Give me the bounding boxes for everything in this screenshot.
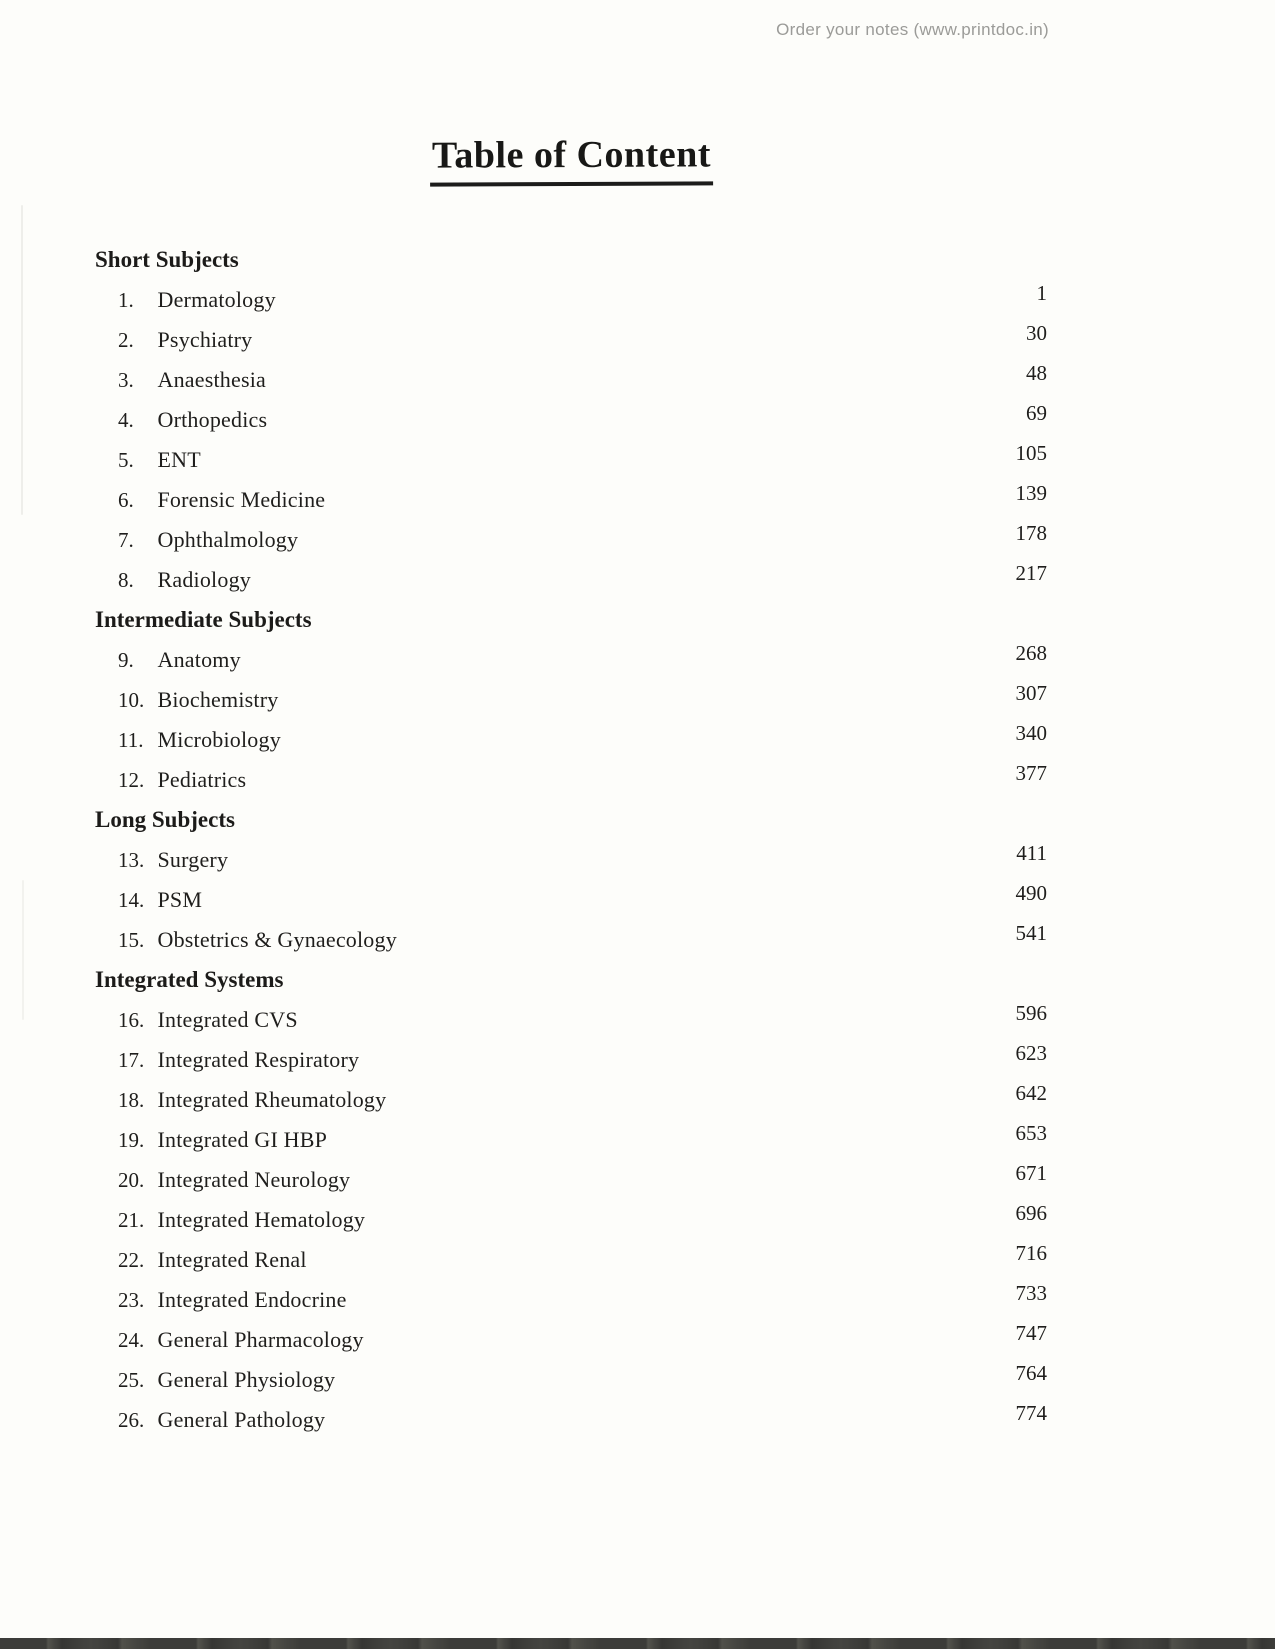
item-number: 21. [118,1208,145,1232]
item-number: 16. [118,1008,145,1032]
section-heading: Integrated Systems [95,967,284,992]
item-page-number: 340 [1015,721,1047,745]
item-number: 6. [118,488,134,512]
item-page-number: 411 [1016,841,1047,865]
toc-item [95,1000,1047,1040]
item-label: Integrated Respiratory [157,1047,360,1072]
item-page-number: 541 [1015,921,1047,945]
watermark-header-note: Order your notes (www.printdoc.in) [776,20,1049,39]
item-label: PSM [157,887,203,912]
toc-item [95,360,1047,400]
item-label: General Pathology [157,1407,326,1432]
item-label: Pediatrics [157,767,247,792]
scan-artifact-left-line-2 [22,880,24,1020]
item-number: 13. [118,848,145,872]
item-number: 12. [118,768,145,792]
item-label: Integrated GI HBP [157,1127,328,1152]
toc-item [95,1400,1047,1440]
section-heading: Short Subjects [95,247,239,272]
item-number: 11. [118,728,144,752]
scan-artifact-left-line [21,205,23,515]
item-label: Integrated Rheumatology [157,1087,387,1112]
item-number: 22. [118,1248,145,1272]
toc-item [95,1080,1047,1120]
section-item-list [95,840,1047,960]
toc-section [95,960,1047,1440]
item-page-number: 69 [1026,401,1047,425]
item-label: Integrated Neurology [157,1167,351,1192]
toc-section [95,600,1047,800]
item-page-number: 268 [1015,641,1047,665]
item-number: 25. [118,1368,145,1392]
item-label: Orthopedics [157,407,268,432]
item-page-number: 1 [1036,281,1047,305]
item-number: 4. [118,408,134,432]
section-heading: Intermediate Subjects [95,607,312,632]
item-label: Dermatology [157,287,276,312]
item-page-number: 596 [1015,1001,1047,1025]
section-item-list [95,280,1047,600]
item-number: 8. [118,568,134,592]
item-page-number: 642 [1015,1081,1047,1105]
toc-item [95,880,1047,920]
item-number: 20. [118,1168,145,1192]
item-page-number: 30 [1026,321,1047,345]
item-label: Microbiology [157,727,281,752]
toc-item [95,680,1047,720]
item-label: Ophthalmology [157,527,299,552]
item-page-number: 490 [1015,881,1047,905]
item-number: 10. [118,688,145,712]
section-item-list [95,1000,1047,1440]
item-number: 17. [118,1048,145,1072]
item-number: 18. [118,1088,145,1112]
item-page-number: 217 [1015,561,1047,585]
item-number: 15. [118,928,145,952]
item-label: Integrated Endocrine [157,1287,347,1312]
item-page-number: 178 [1015,521,1047,545]
item-label: Integrated Hematology [157,1207,366,1232]
item-page-number: 696 [1015,1201,1047,1225]
item-label: ENT [157,447,201,472]
item-page-number: 307 [1015,681,1047,705]
toc-section [95,240,1047,600]
toc-item [95,1120,1047,1160]
page-title: Table of Content [429,132,712,186]
item-label: Obstetrics & Gynaecology [157,927,397,952]
toc-item [95,1280,1047,1320]
item-number: 7. [118,528,134,552]
toc-item [95,720,1047,760]
toc-section [95,800,1047,960]
item-number: 2. [118,328,134,352]
toc-item [95,920,1047,960]
item-page-number: 377 [1015,761,1047,785]
title-container [95,133,1047,186]
item-page-number: 774 [1015,1401,1047,1425]
item-label: Biochemistry [157,687,279,712]
item-page-number: 139 [1015,481,1047,505]
item-label: Surgery [157,847,229,872]
item-label: General Pharmacology [157,1327,364,1352]
item-label: Forensic Medicine [157,487,326,512]
toc-item [95,760,1047,800]
item-label: Integrated Renal [157,1247,307,1272]
item-label: Anatomy [157,647,241,672]
toc-item [95,280,1047,320]
item-page-number: 653 [1015,1121,1047,1145]
item-number: 24. [118,1328,145,1352]
toc-item [95,1320,1047,1360]
section-item-list [95,640,1047,800]
item-number: 19. [118,1128,145,1152]
toc-item [95,1040,1047,1080]
scan-artifact-bottom-strip [0,1638,1275,1649]
item-label: Radiology [157,567,251,592]
item-page-number: 623 [1015,1041,1047,1065]
item-label: Psychiatry [157,327,253,352]
section-heading: Long Subjects [95,807,235,832]
item-number: 1. [118,288,134,312]
item-label: General Physiology [157,1367,336,1392]
item-label: Anaesthesia [157,367,266,392]
item-page-number: 105 [1015,441,1047,465]
toc-item [95,480,1047,520]
toc-item [95,320,1047,360]
item-number: 3. [118,368,134,392]
toc-item [95,1160,1047,1200]
toc-item [95,1360,1047,1400]
table-of-contents [95,240,1047,1440]
item-page-number: 747 [1015,1321,1047,1345]
toc-item [95,840,1047,880]
item-number: 14. [118,888,145,912]
toc-item [95,1200,1047,1240]
toc-item [95,640,1047,680]
item-page-number: 671 [1015,1161,1047,1185]
item-page-number: 48 [1026,361,1047,385]
item-page-number: 733 [1015,1281,1047,1305]
toc-item [95,520,1047,560]
item-number: 26. [118,1408,145,1432]
toc-item [95,440,1047,480]
item-page-number: 764 [1015,1361,1047,1385]
item-number: 23. [118,1288,145,1312]
item-number: 5. [118,448,134,472]
item-number: 9. [118,648,134,672]
toc-item [95,560,1047,600]
toc-item [95,400,1047,440]
toc-item [95,1240,1047,1280]
item-label: Integrated CVS [157,1007,298,1032]
item-page-number: 716 [1015,1241,1047,1265]
